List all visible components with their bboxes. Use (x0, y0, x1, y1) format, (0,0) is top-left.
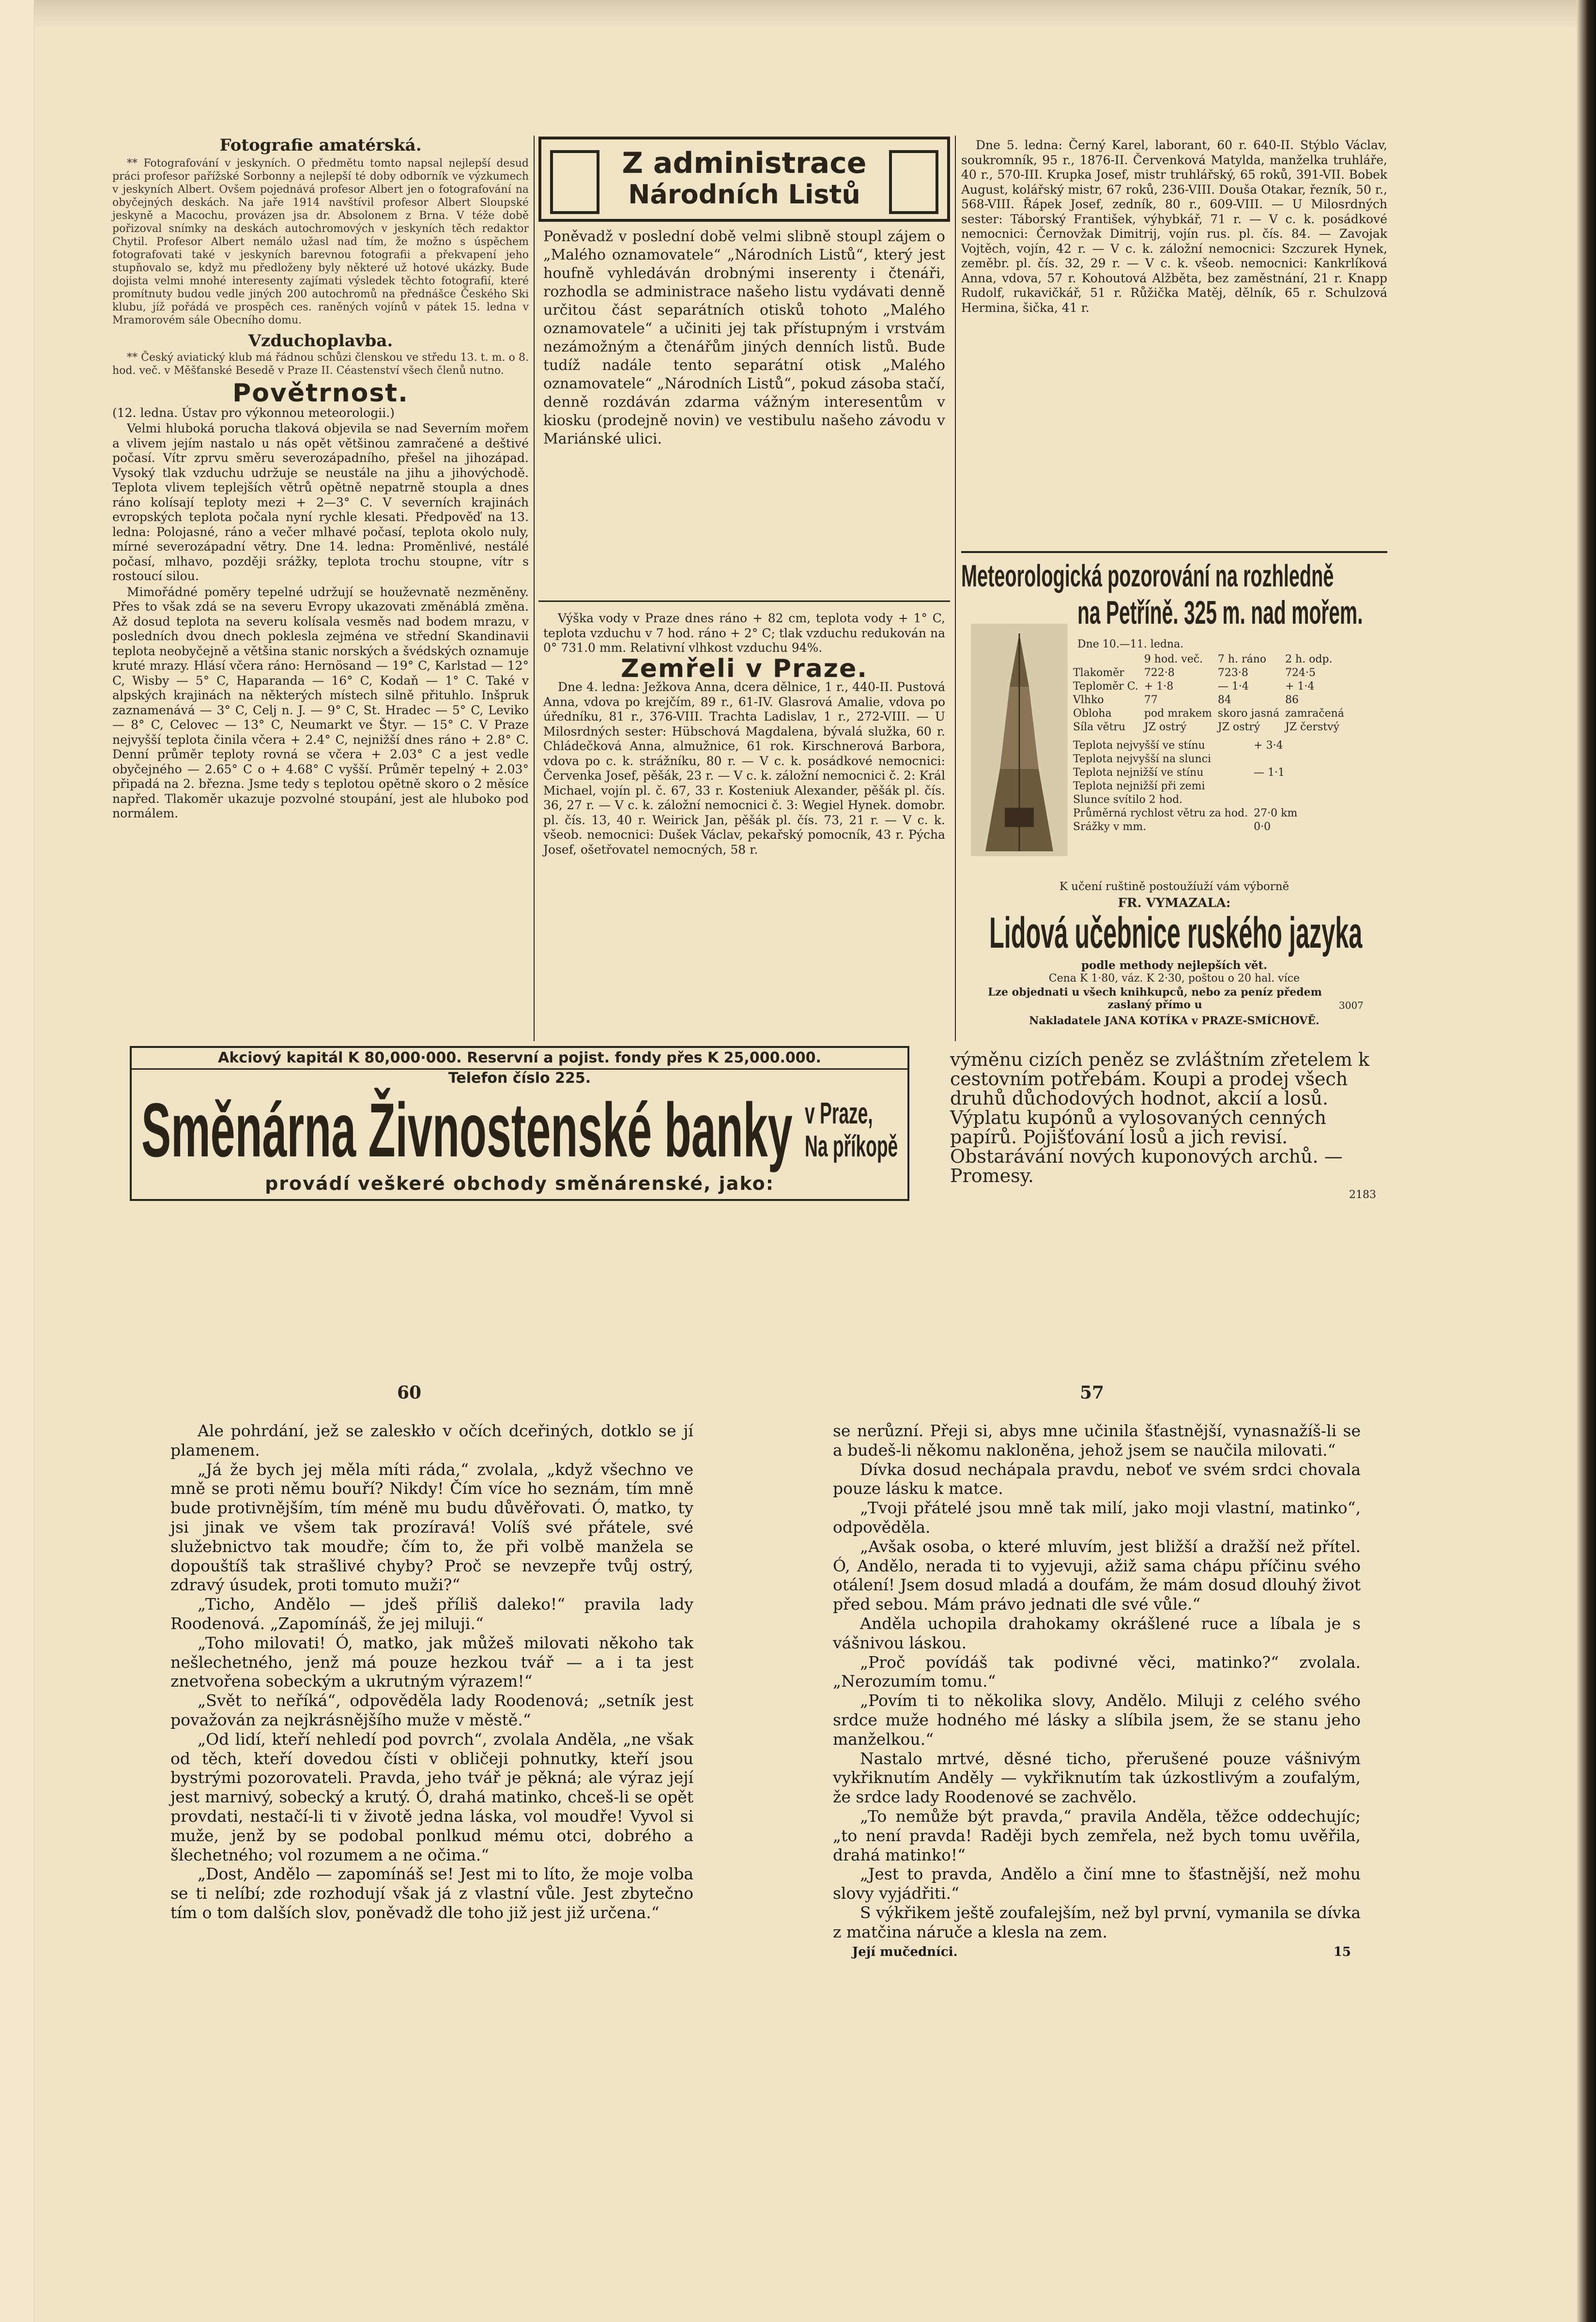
bank-code: 2183 (1349, 1189, 1376, 1201)
admin-article (543, 228, 945, 449)
meteo-col-header: 7 h. ráno (1217, 653, 1267, 665)
meteo-extra-value (1251, 793, 1300, 807)
novel-paragraph: „Povím ti to několika slovy, Andělo. Miluji z celého svého srdce muže hodného mé lásky a slíbila jsem, že se stanu jeho manželkou.“ (833, 1691, 1361, 1749)
meteo-cell: pod mrakem (1144, 707, 1212, 720)
meteo-cell: 723·8 (1217, 667, 1248, 679)
foto-heading: Fotografie amatérská. (219, 136, 422, 155)
page-margin-left (0, 0, 34, 2322)
meteo-row-label: Síla větru (1073, 721, 1126, 733)
novel-paragraph: „Proč povídáš tak podivné věci, matinko?“ zvolala. „Nerozumím tomu.“ (833, 1652, 1361, 1691)
admin-rule (538, 600, 950, 602)
admin-banner-ornament-left (550, 150, 599, 214)
column-rule-2 (955, 136, 956, 1041)
pocasi-source: (12. ledna. Ústav pro výkonnou meteorologii.) (112, 405, 395, 420)
meteo-extra-label: Teplota nejnižší při zemi (1073, 780, 1205, 792)
column-rule-1 (534, 136, 535, 1041)
petrin-tower-icon (971, 624, 1068, 856)
meteo-cell: — 1·4 (1217, 680, 1249, 692)
admin-banner (538, 137, 950, 222)
meteo-col-header: 9 hod. več. (1144, 653, 1203, 665)
meteo-cell: JZ ostrý (1144, 721, 1187, 733)
table-row (1070, 820, 1300, 834)
meteo-box (961, 551, 1387, 871)
novel-footer-title: Její mučedníci. (852, 1944, 958, 1959)
ad-ucebnice-order: Lze objednati u všech knihkupců, nebo za peníz předem zaslaný přímo u (988, 986, 1322, 1011)
meteo-extra-value: 0·0 (1254, 821, 1271, 833)
meteo-title-2: na Petříně. 325 m. nad mořem. (1077, 594, 1363, 631)
novel-page-number-right: 57 (1080, 1383, 1105, 1403)
zemreli-day-2: Dne 5. ledna: Černý Karel, laborant, 60 r. 640-II. Stýblo Václav, soukromník, 95 r., 1876-II. Červenková Matylda, manželka truhláře, 40 r., 570-III. Krupka Josef, mistr truhlářský, 65 roků, 391-VII. Bobek August, kolářský mistr, 67 roků, 236-VIII. Douša Otakar, řezník, 50 r., 568-VIII. Řápek Josef, zedník, 80 r., 609-VIII. — U Milosrdných sester: Táborský František, výhybkář, 71 r. — V c. k. posádkové nemocnici: Černovžak Dimitrij, vojín rus. pl. čís. 84. — Zavojak Vojtěch, vojín, 42 r. — V c. k. záložní nemocnici: Szczurek Hynek, zeměbr. pl. čís. 32, 29 r. — V c. k. všeob. nemocnici: Kankrlíková Anna, vdova, 57 r. Kohoutová Alžběta, bez zaměstnání, 21 r. Knapp Rudolf, rukavičkář, 51 r. Růžička Matěj, dělník, 65 r. Schulzová Hermina, šička, 41 r. (961, 138, 1387, 315)
table-row (1070, 693, 1347, 707)
meteo-cell: + 1·8 (1144, 680, 1174, 692)
novel-paragraph: „Jest to pravda, Andělo a činí mne to šťastnější, než mohu slovy vyjádřiti.“ (833, 1864, 1361, 1903)
meteo-row-label: Obloha (1073, 707, 1112, 720)
admin-banner-ornament-right (889, 150, 938, 214)
meteo-row-label: Teploměr C. (1073, 680, 1138, 692)
bank-capital: Akciový kapitál K 80,000·000. Reservní a pojist. fondy přes K 25,000.000. (132, 1048, 907, 1070)
table-row (1070, 780, 1300, 793)
novel-paragraph: Dívka dosud nechápala pravdu, neboť ve svém srdci chovala pouze lásku k matce. (833, 1460, 1361, 1498)
meteo-cell: 724·5 (1285, 667, 1316, 679)
column-middle-cont (543, 611, 945, 858)
meteo-cell: + 1·4 (1285, 680, 1315, 692)
meteo-extra-label: Srážky v mm. (1073, 821, 1147, 833)
page-shadow-top (0, 0, 1596, 29)
novel-paragraph: „Tvoji přátelé jsou mně tak milí, jako moji vlastní, matinko“, odpověděla. (833, 1498, 1361, 1537)
pocasi-heading: Povětrnost. (232, 379, 409, 408)
ad-ucebnice-publisher: Nakladatele JANA KOTÍKA v PRAZE-SMÍCHOVĚ. (1029, 1015, 1320, 1027)
meteo-row-label: Tlakoměr (1073, 667, 1124, 679)
meteo-cell: JZ čerstvý (1285, 721, 1340, 733)
vzduch-heading: Vzduchoplavba. (248, 331, 393, 351)
admin-title-1: Z administrace (622, 146, 867, 180)
table-row (1070, 666, 1347, 680)
column-left (112, 138, 529, 822)
bank-place-2: Na příkopě (805, 1130, 898, 1163)
novel-paragraph: S výkřikem ještě zoufalejším, než byl první, vymanila se dívka z matčina náruče a klesla na zem. (833, 1903, 1361, 1941)
bank-phone: Telefon číslo 225. (448, 1070, 591, 1087)
meteo-top-rule (961, 551, 1387, 553)
column-right (961, 138, 1387, 316)
meteo-extra-value (1251, 780, 1300, 793)
novel-paragraph: Nastalo mrtvé, děsné ticho, přerušené pouze vášnivým vykřiknutím Anděly — vykřiknutím tak úzkostlivým a zoufalým, že srdce lady Roodenové se zachvělo. (833, 1749, 1361, 1807)
bank-services (950, 1049, 1376, 1201)
foto-article: ** Fotografování v jeskyních. O předmětu tomto napsal nejlepší desud práci profesor pařížské Sorbonny a nejlepší té doby odborník ve výzkumech v jeskyních Albert. Ovšem pojednává profesor Albert jen o fotografování na obyčejných deskách. Na jaře 1914 navštívil profesor Albert Sloupské jeskyně a Macochu, provázen jsa dr. Absolonem z Brna. V téže době pořizoval snímky na deskách autochromových v jeskyních těch redaktor Chytil. Profesor Albert nemálo užasl nad tím, že možno s úspěchem fotografovati také v jeskyních barevnou fotografii a překvapení jeho stupňovalo se, když mu předloženy byly některé už hotové ukázky. Bude dojista velmi mnohé interesenty zajímati výsledek těchto fotografií, které promítnuty budou vedle jiných 200 autochromů na přednášce Českého Ski klubu, jíž pořádá ve prospěch ces. raněných vojínů v pátek 15. ledna v Mramorovém sále Obecního domu. (112, 157, 529, 326)
bank-tagline: provádí veškeré obchody směnárenské, jako: (265, 1173, 774, 1194)
bank-ad (130, 1046, 909, 1201)
meteo-cell: JZ ostrý (1217, 721, 1260, 733)
meteo-extra-value: 27·0 km (1254, 807, 1298, 819)
novel-page-left (170, 1421, 693, 1922)
meteo-extra-table (1070, 739, 1300, 834)
meteo-extra-value: + 3·4 (1254, 739, 1283, 752)
novel-paragraph: „To nemůže být pravda,“ pravila Anděla, těžce oddechujíc; „to není pravda! Raději bych zemřela, než bych tomu uvěřila, drahá matinko!“ (833, 1806, 1361, 1864)
novel-paragraph: „Toho milovati! Ó, matko, jak můžeš milovati někoho tak nešlechetného, jenž má pouze hezkou tvář — a i ta jest znetvořena sobeckým a ukrutným výrazem!“ (170, 1633, 693, 1691)
ad-ucebnice-line-1: K učení ruštině postoužíuží vám výborně (1059, 880, 1289, 893)
pocasi-paragraph-1: Velmi hluboká porucha tlaková objevila se nad Severním mořem a vlivem jejím nastalo u nás opět většinou zamračené a deštivé počasí. Vítr zprvu směru severozápadního, přešel na jihozápad. Vysoký tlak vzduchu udržuje se neustále na jihu a jihovýchodě. Teplota vlivem teplejších větrů opětně nepatrně stoupla a dnes ráno kolísají teploty mezi + 2—3° C. V severních krajinách evropských teplota počala nyní rychle klesati. Předpověď na 13. ledna: Polojasné, ráno a večer mlhavé počasí, teplota okolo nuly, mírné severozápadní větry. Dne 14. ledna: Proměnlivé, nestálé počasí, mlhavo, později srážky, teplota trochu stoupne, vítr s rostoucí silou. (112, 421, 529, 583)
meteo-extra-label: Teplota nejvyšší ve stínu (1073, 739, 1205, 752)
meteo-cell: 84 (1217, 694, 1231, 706)
page-binding-edge (1577, 0, 1596, 2322)
admin-title-2: Národních Listů (628, 179, 860, 210)
ad-ucebnice (961, 877, 1387, 1046)
meteo-row-label: Vlhko (1073, 694, 1104, 706)
novel-paragraph: „Svět to neříká“, odpověděla lady Roodenová; „setník jest považován za nejkrásnějšího muže v městě.“ (170, 1691, 693, 1729)
table-row (1070, 793, 1300, 807)
zemreli-day-1: Dne 4. ledna: Ježkova Anna, dcera dělnice, 1 r., 440-II. Pustová Anna, vdova po krejčím, 89 r., 61-IV. Glasrová Amalie, vdova po úředníku, 81 r., 376-VIII. Trachta Ladislav, 1 r., 272-VIII. — U Milosrdných sester: Hübschová Magdalena, bývalá služka, 60 r. Chládečková Anna, almužnice, 61 rok. Kirschnerová Barbora, vdova po c. k. strážníku, 80 r. — V c. k. posádkové nemocnici: Červenka Josef, pěšák, 23 r. — V c. k. záložní nemocnici č. 2: Král Michael, vojín pl. č. 67, 33 r. Kosteniuk Alexander, pěšák pl. čís. 36, 27 r. — V c. k. záložní nemocnici č. 3: Wegiel Hynek. domobr. pl. čís. 13, 40 r. Weirick Jan, pěšák pl. čís. 73, 21 r. — V c. k. všeob. nemocnici: Dušek Václav, pekařský pomocník, 43 r. Pýcha Josef, ošetřovatel nemocných, 58 r. (543, 680, 945, 857)
ad-ucebnice-code: 3007 (1339, 1000, 1364, 1011)
table-row (1070, 680, 1347, 693)
meteo-cell: 722·8 (1144, 667, 1175, 679)
meteo-cell: zamračená (1285, 707, 1344, 720)
novel-page-number-left: 60 (397, 1383, 422, 1403)
ad-ucebnice-price: Cena K 1·80, váz. K 2·30, poštou o 20 hal. více (1048, 972, 1300, 984)
novel-paragraph: Ale pohrdání, jež se zaleskło v očích dceřiných, dotklo se jí plamenem. (170, 1421, 693, 1460)
meteo-date: Dne 10.—11. ledna. (1077, 638, 1184, 650)
table-row (1070, 766, 1300, 780)
meteo-col-header: 2 h. odp. (1285, 653, 1333, 665)
ad-ucebnice-author: FR. VYMAZALA: (1118, 896, 1231, 910)
meteo-extra-label: Slunce svítilo 2 hod. (1073, 794, 1183, 806)
novel-footer-sheet: 15 (1333, 1944, 1351, 1959)
meteo-extra-label: Průměrná rychlost větru za hod. (1073, 807, 1248, 819)
novel-page-right (833, 1421, 1361, 1959)
table-row (1070, 721, 1347, 734)
meteo-cell: skoro jasná (1217, 707, 1280, 720)
zemreli-heading: Zemřeli v Praze. (621, 654, 868, 683)
novel-paragraph: „Dost, Andělo — zapomínáš se! Jest mi to líto, že moje volba se ti nelíbí; zde rozhodují však já z vlastní vůle. Jest zbytečno tím o tom dalších slov, poněvadž dle toho již jest již určena.“ (170, 1864, 693, 1922)
meteo-extra-label: Teplota nejvyšší na slunci (1073, 753, 1212, 765)
novel-paragraph: Anděla uchopila drahokamy okrášlené ruce a líbala je s vášnivou láskou. (833, 1614, 1361, 1652)
ad-ucebnice-title: Lidová učebnice ruského jazyka (989, 909, 1363, 957)
table-row (1070, 739, 1300, 753)
table-row (1070, 753, 1300, 766)
novel-paragraph: „Od lidí, kteří nehledí pod povrch“, zvolala Anděla, „ne však od těch, kteří dovedou čísti v obličeji pohnutky, kteří jsou bystrými pozorovateli. Pravda, jeho tvář je pěkná; ale výraz její jest marnivý, sobecký a krutý. Ó, drahá matinko, chceš-li se opět provdati, nestačí-li ti v životě jedna láska, vol moudře! Vyvol si muže, jenž by se podobal ponlkud mému otci, dobrého a šlechetného; vol rozumem a ne očima.“ (170, 1729, 693, 1864)
novel-paragraph: „Já že bych jej měla míti ráda,“ zvolala, „když všechno ve mně se proti němu bouří? Nikdy! Čím více ho seznám, tím mně bude protivnějším, tím méně mu budu důvěřovati. Ó, matko, ty jsi jinak ve všem tak prozíravá! Volíš své přátele, své služebnictvo tak moudře; čím to, že při volbě manžela se dopouštíš tak strašlivé chyby? Proč se nevzepře tvůj ostrý, zdravý úsudek, proti tomuto muži?“ (170, 1460, 693, 1595)
pocasi-paragraph-3: Výška vody v Praze dnes ráno + 82 cm, teplota vody + 1° C, teplota vzduchu v 7 hod. ráno + 2° C; tlak vzduchu redukován na 0° 731.0 mm. Relativní vlhkost vzduchu 94%. (543, 611, 945, 655)
table-row (1070, 807, 1300, 820)
bank-place-1: v Praze, (805, 1097, 873, 1130)
novel-footer (833, 1943, 1361, 1959)
meteo-cell: 77 (1144, 694, 1158, 706)
meteo-table (1070, 653, 1347, 734)
ad-ucebnice-line-4: podle methody nejlepších vět. (1081, 959, 1268, 972)
table-row (1070, 707, 1347, 721)
bank-name: Směnárna Živnostenské banky (141, 1088, 793, 1173)
novel-paragraph: „Avšak osoba, o které mluvím, jest bližší a dražší než přítel. Ó, Andělo, nerada ti to vyjevuji, ažiž sama chápu příčinu svého otálení! Jsem dosud mladá a doufám, že mám dosud dlouhý život před sebou. Mám právo jednati dle své vůle.“ (833, 1537, 1361, 1614)
meteo-header-row (1070, 653, 1347, 666)
vzduch-article: ** Český aviatický klub má řádnou schůzi členskou ve středu 13. t. m. o 8. hod. več. v Měšťanské Besedě v Praze II. Céastenství všech členů nutno. (112, 352, 529, 377)
admin-body: Poněvadž v poslední době velmi slibně stoupl zájem o „Malého oznamovatele“ „Národních Listů“, který jest houfně vyhledáván drobnými inserenty i čtenáři, rozhodla se administrace našeho listu vydávati denně určitou část separátních otisků tohoto „Malého oznamovatele“ a učiniti jej tak přístupným i vrstvám nezámožným a čtenářům jiných denních listů. Bude tudíž nadále tento separátní otisk „Malého oznamovatele“ „Národních Listů“, pokud zásoba stačí, denně rozdáván zdarma vážným interesentům v kiosku (prodejně novin) ve vestibulu našeho závodu v Mariánské ulici. (543, 228, 945, 447)
pocasi-paragraph-2: Mimořádné poměry tepelné udržují se houževnatě nezměněny. Přes to však zdá se na severu Evropy ukazovati změnáblá změna. Až dosud teplota na severu kolísala vesměs nad bodem mrazu, v posledních dvou dnech poklesla zejména ve střední Skandinavii teplota neobyčejně a většina stanic norských a švédských oznamuje kruté mrazy. Hlásí včera ráno: Hernösand — 19° C, Karlstad — 12° C, Wisby — 5° C, Haparanda — 16° C, Kodaň — 1° C. Také v alpských krajinách na některých místech silně přituhlo. Inšpruk zaznamenává — 3° C, Celj n. J. — 9° C, St. Hradec — 5° C, Leviko — 8° C, Celovec — 13° C, Neumarkt ve Štyr. — 15° C. V Praze nejvyšší teplota činila včera + 2.4° C, nejnižší dnes ráno + 2.8° C. Denní průměr teploty rovná se včera + 2.03° C a jest vedle obyčejného — 2.65° C o + 4.68° C vyšší. Průměr tepelný + 2.03° připadá na 2. března. Jsme tedy s teplotou opětně skoro o 2 měsíce napřed. Tlakoměr ukazuje pozvolné stoupání, jest ale hluboko pod normálem. (112, 584, 529, 820)
novel-paragraph: se nerůzní. Přeji si, abys mne učinila šťastnější, vynasnažíš-li se a budeš-li někomu nakloněna, jehož jsem se naučila milovati.“ (833, 1421, 1361, 1460)
meteo-cell: 86 (1285, 694, 1299, 706)
bank-services-text: výměnu cizích peněz se zvláštním zřetelem k cestovním potřebám. Koupi a prodej všech druhů důchodových hodnot, akcií a losů. Výplatu kupónů a vylosovaných cenných papírů. Pojišťování losů a jich revisí. Obstarávání nových kuponových archů. — Promesy. (950, 1049, 1369, 1186)
meteo-extra-value: — 1·1 (1254, 767, 1285, 779)
meteo-extra-value (1251, 753, 1300, 766)
meteo-extra-label: Teplota nejnižší ve stínu (1073, 767, 1204, 779)
meteo-title-1: Meteorologická pozorování na rozhledně (961, 558, 1334, 593)
novel-paragraph: „Ticho, Andělo — jdeš příliš daleko!“ pravila lady Roodenová. „Zapomínáš, že jej miluji.“ (170, 1595, 693, 1633)
